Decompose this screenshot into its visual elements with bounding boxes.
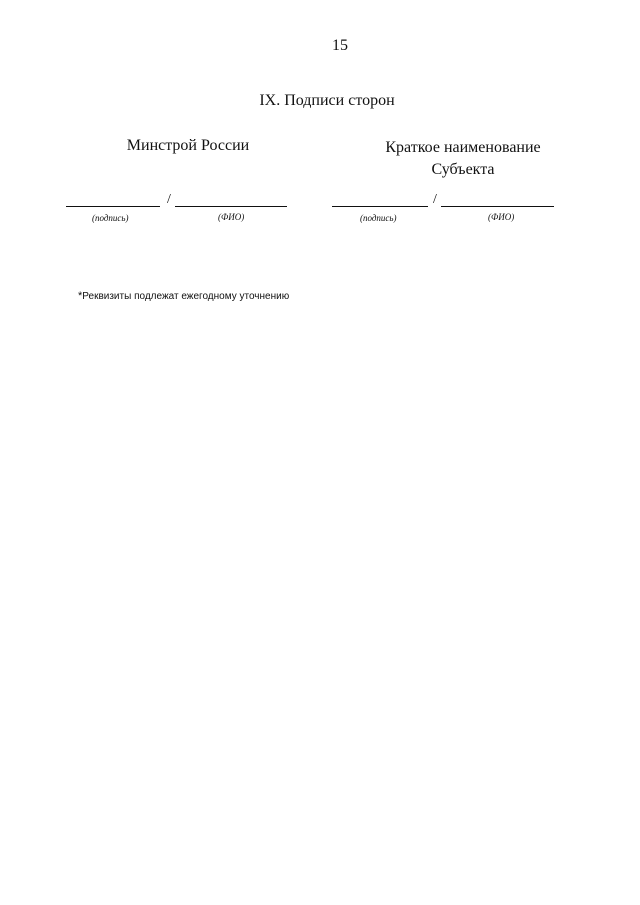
footnote [78, 289, 289, 304]
party-left-fullname-line [175, 206, 287, 207]
party-right-signature-line [332, 206, 428, 207]
party-right-name-line1: Краткое наименование [385, 139, 541, 156]
party-right-name-line2: Субъекта [431, 161, 495, 178]
party-right-signature-caption: (подпись) [360, 213, 397, 223]
party-left-signature-line [66, 206, 160, 207]
page-number: 15 [332, 37, 348, 54]
party-right-separator: / [433, 192, 437, 207]
footnote-text: Реквизиты подлежат ежегодному уточнению [82, 291, 290, 302]
party-right-fullname-line [441, 206, 554, 207]
party-left-name: Минстрой России [126, 137, 250, 154]
party-left-signature-caption: (подпись) [92, 213, 129, 223]
footnote-mark: * [78, 290, 83, 302]
party-left-separator: / [167, 192, 171, 207]
party-right-fullname-caption: (ФИО) [488, 212, 515, 222]
party-left-fullname-caption: (ФИО) [218, 212, 245, 222]
section-title: IX. Подписи сторон [259, 92, 395, 109]
party-right-name [363, 137, 563, 181]
